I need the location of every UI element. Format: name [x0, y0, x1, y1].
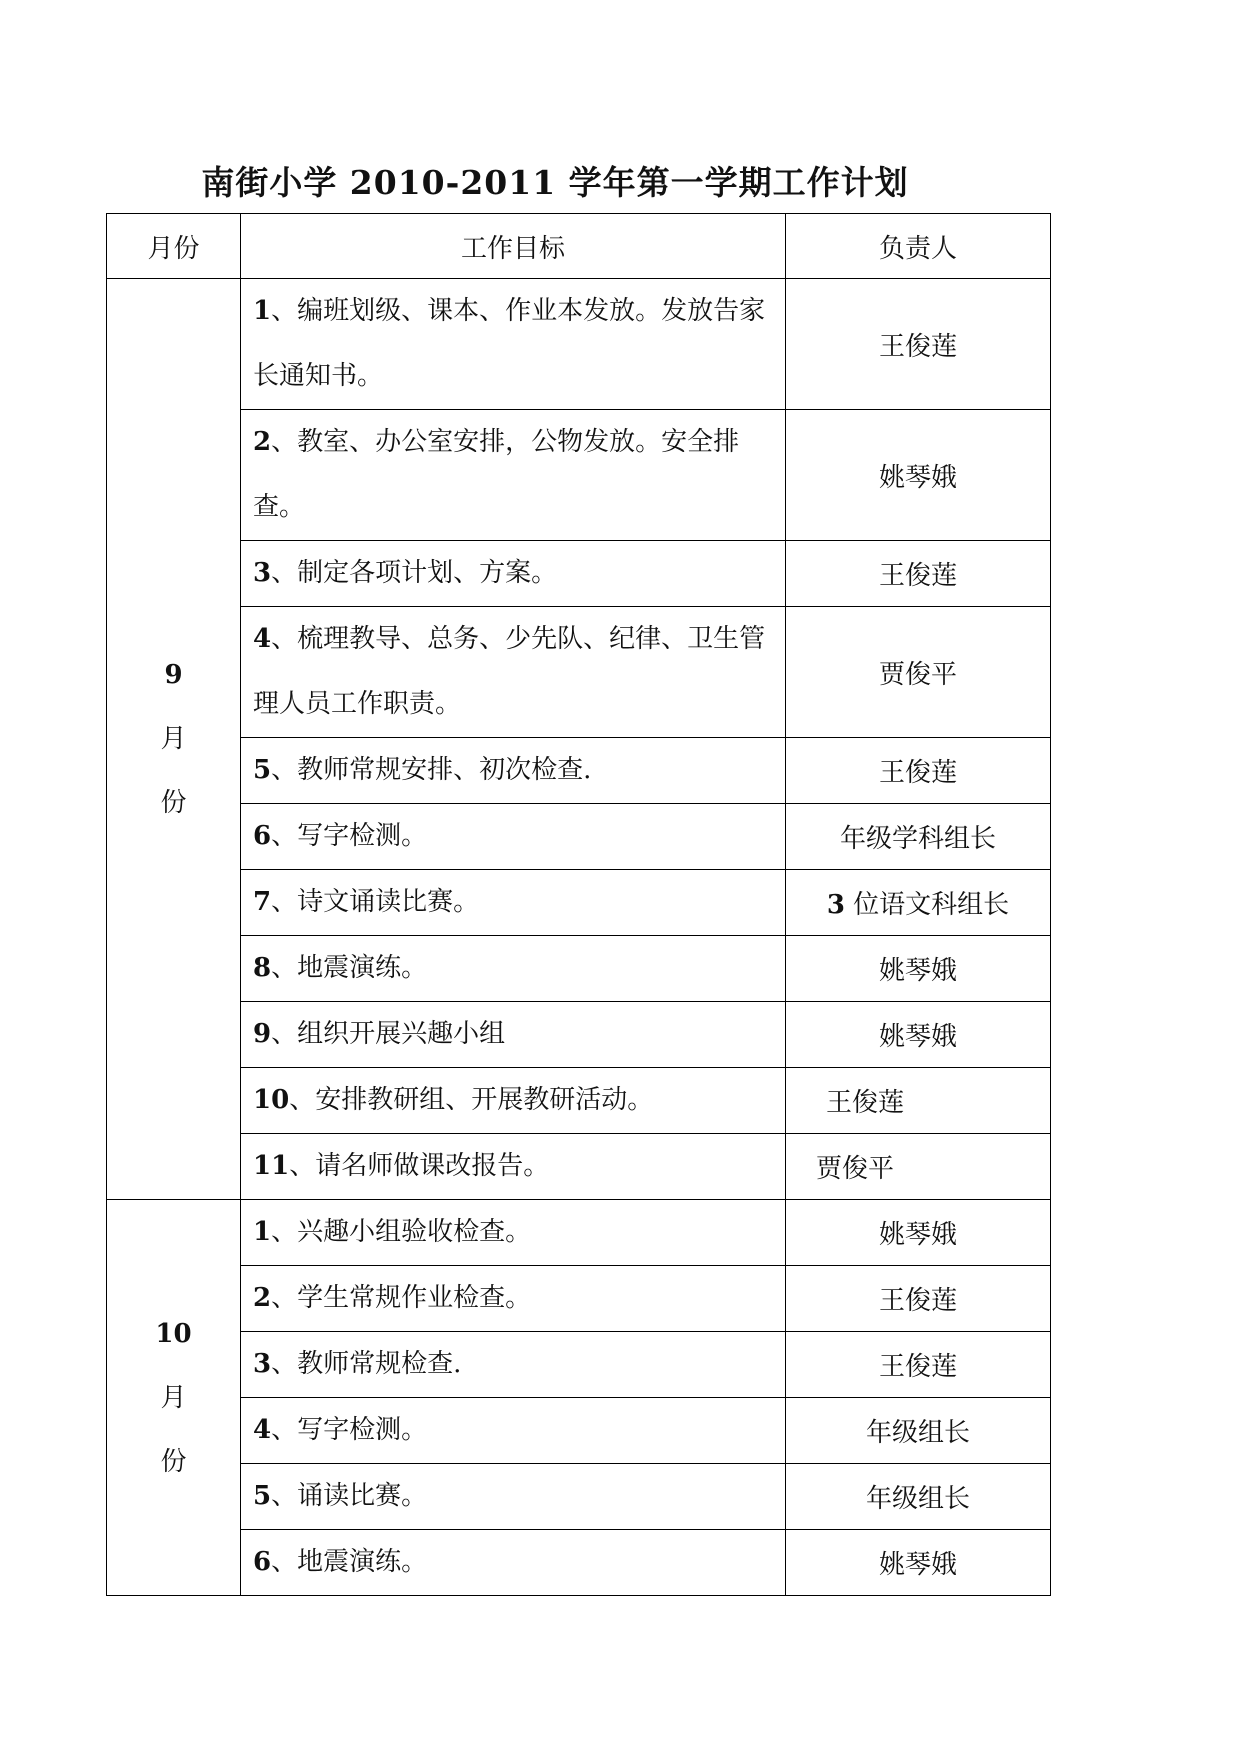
table-row [107, 738, 1051, 804]
month-char: 份 [160, 1446, 187, 1477]
person-cell: 年级组长 [786, 1464, 1051, 1530]
table-row [107, 1464, 1051, 1530]
table-row [107, 804, 1051, 870]
table-row [107, 410, 1051, 541]
table-row [107, 607, 1051, 738]
month-char: 份 [160, 788, 187, 818]
table-row [107, 1002, 1051, 1068]
person-cell: 姚琴娥 [786, 936, 1051, 1002]
goal-cell: 5、诵读比赛。 [241, 1464, 786, 1530]
goal-cell: 4、写字检测。 [241, 1398, 786, 1464]
table-row [107, 1200, 1051, 1266]
person-cell: 年级组长 [786, 1398, 1051, 1464]
table-row [107, 1530, 1051, 1596]
table-row [107, 1398, 1051, 1464]
person-cell: 贾俊平 [786, 607, 1051, 738]
person-cell: 王俊莲 [786, 279, 1051, 410]
person-cell: 3 位语文科组长 [786, 870, 1051, 936]
table-row [107, 1134, 1051, 1200]
person-cell: 年级学科组长 [786, 804, 1051, 870]
table-row [107, 279, 1051, 410]
goal-cell: 2、学生常规作业检查。 [241, 1266, 786, 1332]
person-cell: 姚琴娥 [786, 410, 1051, 541]
month-number: 9 [164, 660, 183, 690]
goal-cell: 6、地震演练。 [241, 1530, 786, 1596]
table-header-row [107, 214, 1051, 279]
document-title: 南街小学 2010-2011 学年第一学期工作计划 [201, 163, 909, 202]
person-cell: 贾俊平 [786, 1134, 1051, 1200]
goal-cell: 2、教室、办公室安排，公物发放。安全排查。 [241, 410, 786, 541]
goal-cell: 7、诗文诵读比赛。 [241, 870, 786, 936]
month-cell-september [107, 279, 241, 1200]
goal-cell: 3、教师常规检查. [241, 1332, 786, 1398]
table-row [107, 936, 1051, 1002]
goal-cell: 8、地震演练。 [241, 936, 786, 1002]
person-cell: 王俊莲 [786, 738, 1051, 804]
goal-cell: 6、写字检测。 [241, 804, 786, 870]
header-month: 月份 [107, 214, 241, 279]
goal-cell: 9、组织开展兴趣小组 [241, 1002, 786, 1068]
goal-cell: 3、制定各项计划、方案。 [241, 541, 786, 607]
work-plan-table [106, 213, 1051, 1596]
table-row [107, 870, 1051, 936]
month-cell-october [107, 1200, 241, 1596]
goal-cell: 1、编班划级、课本、作业本发放。发放告家长通知书。 [241, 279, 786, 410]
goal-cell: 10、安排教研组、开展教研活动。 [241, 1068, 786, 1134]
person-cell: 王俊莲 [786, 1068, 1051, 1134]
goal-cell: 1、兴趣小组验收检查。 [241, 1200, 786, 1266]
month-char: 月 [160, 724, 187, 754]
person-cell: 姚琴娥 [786, 1200, 1051, 1266]
person-cell: 王俊莲 [786, 1266, 1051, 1332]
header-person: 负责人 [786, 214, 1051, 279]
table-row [107, 1068, 1051, 1134]
table-row [107, 1266, 1051, 1332]
table-row [107, 1332, 1051, 1398]
person-cell: 王俊莲 [786, 541, 1051, 607]
month-char: 月 [160, 1382, 187, 1413]
goal-cell: 4、梳理教导、总务、少先队、纪律、卫生管理人员工作职责。 [241, 607, 786, 738]
header-goal: 工作目标 [241, 214, 786, 279]
person-cell: 王俊莲 [786, 1332, 1051, 1398]
goal-cell: 11、请名师做课改报告。 [241, 1134, 786, 1200]
table-row [107, 541, 1051, 607]
person-cell: 姚琴娥 [786, 1002, 1051, 1068]
goal-cell: 5、教师常规安排、初次检查. [241, 738, 786, 804]
month-number: 10 [155, 1318, 192, 1349]
person-cell: 姚琴娥 [786, 1530, 1051, 1596]
person-count: 3 [826, 890, 845, 920]
